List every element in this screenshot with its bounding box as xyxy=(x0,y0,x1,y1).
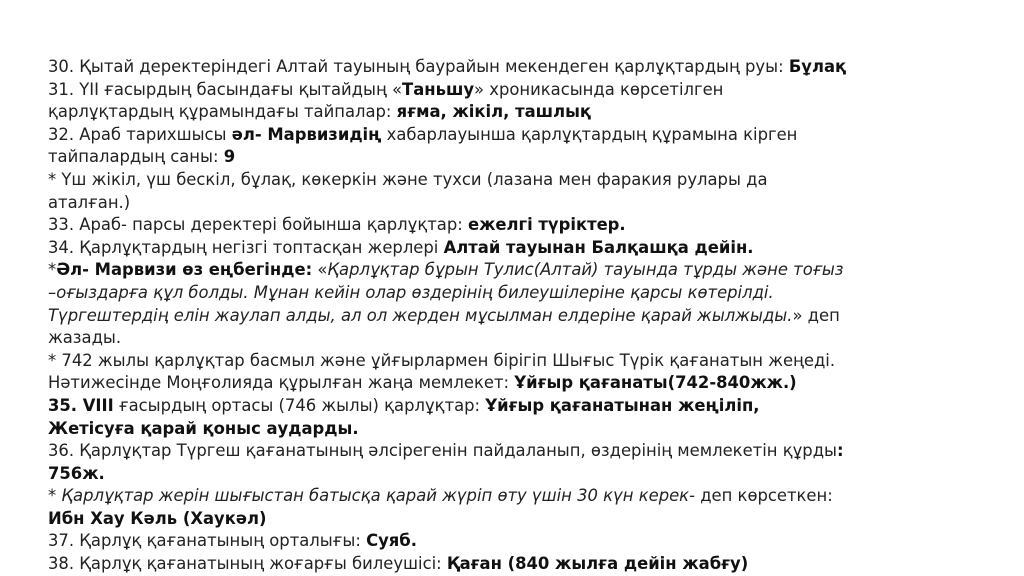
text-line-note-tribes-cont: аталған.) xyxy=(48,192,131,212)
text-line-35-cont: Жетісуға қарай қоныс аударды. xyxy=(48,418,359,438)
text-line-note-30days: * Қарлұқтар жерін шығыстан батысқа қарай жүріп өту үшін 30 күн керек- деп көрсеткен: xyxy=(48,486,833,506)
document-text xyxy=(48,56,1008,576)
text-line-37: 37. Қарлұқ қағанатының орталығы: Суяб. xyxy=(48,531,417,551)
text-line-note-742: * 742 жылы қарлұқтар басмыл және ұйғырлармен бірігіп Шығыс Түрік қағанатын жеңеді. xyxy=(48,350,836,370)
text-line-36: 36. Қарлұқтар Түргеш қағанатының әлсірегенін пайдаланып, өздерінің мемлекетін құрды: xyxy=(48,441,844,461)
text-line-34: 34. Қарлұқтардың негізгі топтасқан жерлері Алтай тауынан Балқашқа дейін. xyxy=(48,237,754,257)
text-line-33: 33. Араб- парсы деректері бойынша қарлұқтар: ежелгі түріктер. xyxy=(48,215,626,235)
text-line-note-30days-cont: Ибн Хау Кәль (Хаукәл) xyxy=(48,508,267,528)
text-line-quote-end: жазады. xyxy=(48,328,122,348)
text-line-30: 30. Қытай деректеріндегі Алтай тауының баурайын мекендеген қарлұқтардың руы: Бұлақ xyxy=(48,57,847,76)
text-line-31: 31. ҮІІ ғасырдың басындағы қытайдың «Таньшу» хроникасында көрсетілген xyxy=(48,79,724,99)
text-line-38: 38. Қарлұқ қағанатының жоғарғы билеушісі: Қаған (840 жылға дейін жабғу) xyxy=(48,554,749,574)
text-line-quote-cont-1: –оғыздарға құл болды. Мұнан кейін олар өздерінің билеушілеріне қарсы көтерілді. xyxy=(48,282,774,302)
text-line-32-cont: тайпалардың саны: 9 xyxy=(48,147,236,167)
text-line-32: 32. Араб тарихшысы әл- Марвизидің хабарлауынша қарлұқтардың құрамына кірген xyxy=(48,124,798,144)
text-line-quote-cont-2: Түргештердің елін жаулап алды, ал ол жерден мұсылман елдеріне қарай жылжыды.» деп xyxy=(48,305,840,325)
text-line-note-742-cont: Нәтижесінде Моңғолияда құрылған жаңа мемлекет: Ұйғыр қағанаты(742-840жж.) xyxy=(48,373,797,393)
text-line-36-cont: 756ж. xyxy=(48,463,105,483)
text-line-31-cont: қарлұқтардың құрамындағы тайпалар: яғма, жікіл, ташлық xyxy=(48,102,592,122)
text-line-quote-start: *Әл- Марвизи өз еңбегінде: «Қарлұқтар бұрын Тулис(Алтай) тауында тұрды және тоғыз xyxy=(48,260,844,280)
text-line-note-tribes: * Үш жікіл, үш бескіл, бұлақ, көкеркін және тухси (лазана мен фаракия рулары да xyxy=(48,169,768,189)
text-line-35: 35. VIII ғасырдың ортасы (746 жылы) қарлұқтар: Ұйғыр қағанатынан жеңіліп, xyxy=(48,395,760,415)
